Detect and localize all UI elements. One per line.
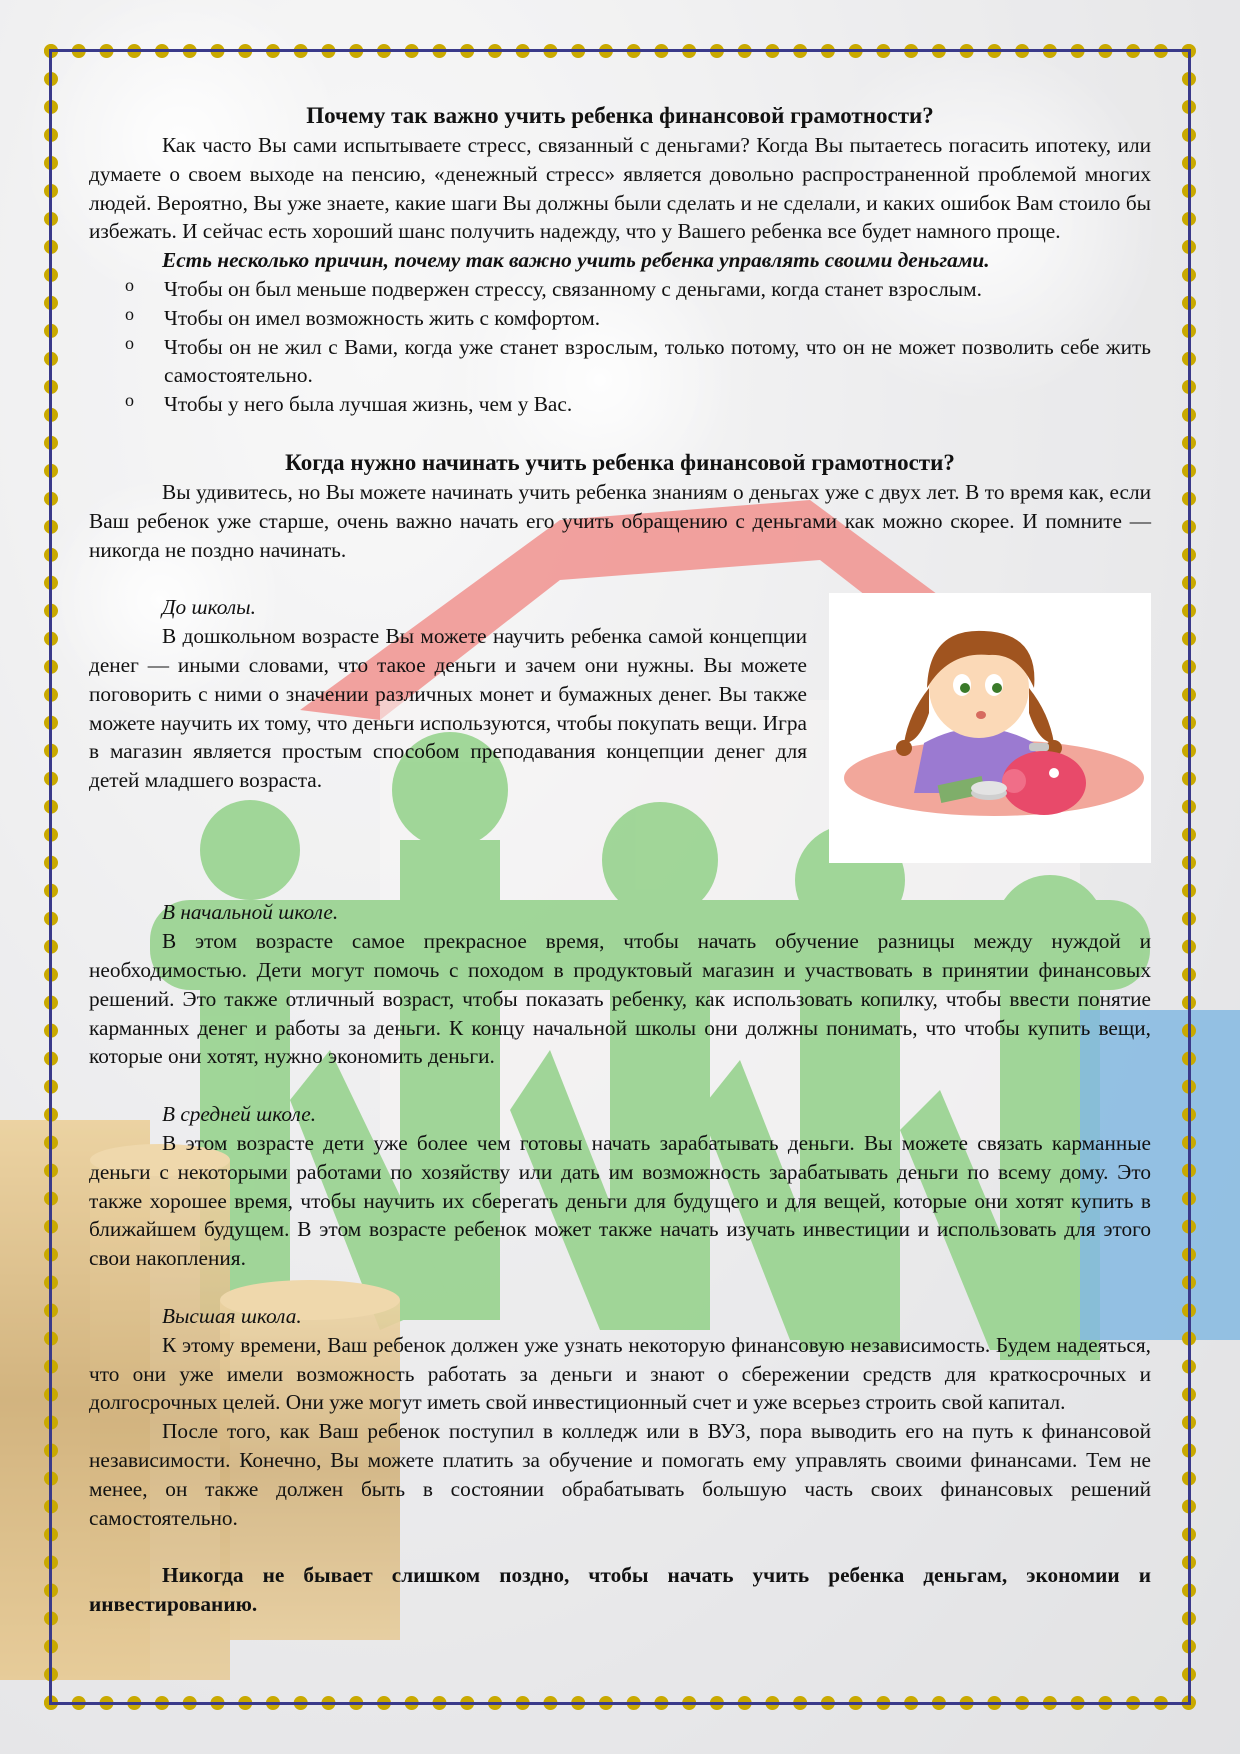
bullet-icon: о (125, 303, 134, 324)
college-paragraph: После того, как Ваш ребенок поступил в колледж или в ВУЗ, пора выводить его на путь к финансовой независимости. Конечно, Вы можете платить за обучение и помогать ему управлять своими финансами. Тем не менее, он также должен быть в состоянии обрабатывать большую часть своих финансовых решений самостоятельно. (89, 1419, 1151, 1530)
reasons-lead: Есть несколько причин, почему так важно учить ребенка управлять своими деньгами. (162, 248, 990, 273)
high-paragraph: К этому времени, Ваш ребенок должен уже узнать некоторую финансовую независимость. Будем надеяться, что они уже имели возможность работать за деньги и знают о сбережении средств для краткосрочных и долгосрочных целей. Они уже могут иметь свой инвестиционный счет и уже всерьез строить свой капитал. (89, 1332, 1151, 1415)
middle-heading: В средней школе. (162, 1102, 317, 1127)
middle-paragraph: В этом возрасте дети уже более чем готовы начать зарабатывать деньги. Вы можете связать карманные деньги с некоторыми работами по хозяйству или дать им возможность зарабатывать деньги по всему дому. Это также хорошее время, чтобы научить их сберегать деньги для будущего и для вещей, которые они хотят купить в ближайшем будущем. В этом возрасте ребенок может также начать изучать инвестиции и использовать для этого свои накопления. (89, 1130, 1151, 1271)
bullet-icon: о (125, 390, 134, 411)
closing-statement: Никогда не бывает слишком поздно, чтобы начать учить ребенка деньгам, экономии и инвестированию. (89, 1563, 1151, 1617)
list-item: о Чтобы он не жил с Вами, когда уже станет взрослым, только потому, что он не может позволить себе жить самостоятельно. (89, 333, 1151, 391)
section-title-why: Почему так важно учить ребенка финансовой грамотности? (306, 103, 934, 128)
when-paragraph: Вы удивитесь, но Вы можете начинать учить ребенка знаниям о деньгах уже с двух лет. В то время как, если Ваш ребенок уже старше, очень важно начать его учить обращению с деньгами как можно скорее. И помните — никогда не поздно начинать. (89, 479, 1151, 562)
list-item: о Чтобы он был меньше подвержен стрессу, связанному с деньгами, когда станет взрослым. (89, 275, 1151, 304)
girl-with-piggy-bank-illustration (829, 593, 1151, 863)
bullet-icon: о (125, 332, 134, 353)
preschool-paragraph: В дошкольном возрасте Вы можете научить ребенка самой концепции денег — иными словами, что такое деньги и зачем они нужны. Вы можете поговорить с ними о значении различных монет и бумажных денег. Вы также можете научить их тому, что деньги используются, чтобы покупать вещи. Игра в магазин является простым способом преподавания концепции денег для детей младшего возраста. (89, 624, 807, 793)
list-item: о Чтобы у него была лучшая жизнь, чем у Вас. (89, 390, 1151, 419)
section-title-when: Когда нужно начинать учить ребенка финансовой грамотности? (285, 449, 955, 475)
primary-paragraph: В этом возрасте самое прекрасное время, чтобы начать обучение разницы между нуждой и необходимостью. Дети могут помочь с походом в продуктовый магазин и участвовать в принятии финансовых решений. Это также отличный возраст, чтобы показать ребенку, как использовать копилку, чтобы ввести понятие карманных денег и работы за деньги. К концу начальной школы они должны понимать, что чтобы купить вещи, которые они хотят, нужно экономить деньги. (89, 929, 1151, 1069)
intro-paragraph: Как часто Вы сами испытываете стресс, связанный с деньгами? Когда Вы пытаетесь погасить ипотеку, или думаете о своем выходе на пенсию, «денежный стресс» является довольно распространенной проблемой многих людей. Вероятно, Вы уже знаете, какие шаги Вы должны были сделать и не сделали, и каких ошибок Вам стоило бы избежать. И сейчас есть хороший шанс получить надежду, что у Вашего ребенка все будет намного проще. (89, 133, 1151, 244)
high-heading: Высшая школа. (162, 1303, 302, 1328)
reasons-list (89, 275, 1151, 419)
bullet-icon: о (125, 274, 134, 295)
preschool-heading: До школы. (162, 595, 256, 620)
document-body (89, 101, 1151, 1619)
primary-heading: В начальной школе. (162, 900, 339, 925)
list-item: о Чтобы он имел возможность жить с комфортом. (89, 304, 1151, 333)
